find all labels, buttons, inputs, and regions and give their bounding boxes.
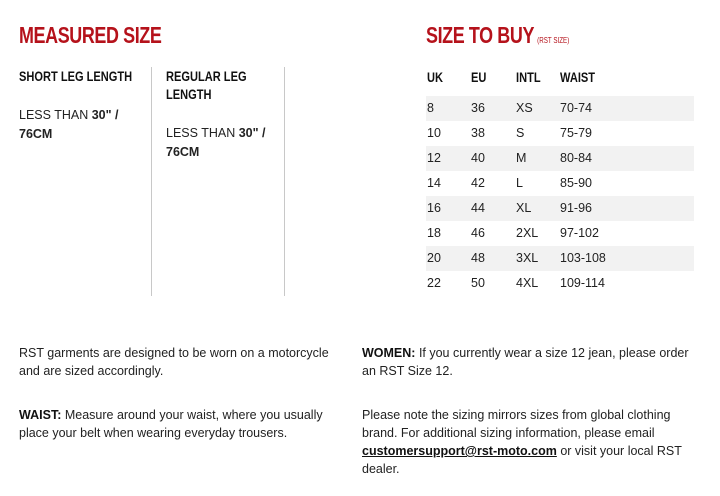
short-leg-unit: 76CM xyxy=(19,127,53,141)
cell-eu: 50 xyxy=(471,276,485,290)
note-sizing xyxy=(362,406,692,478)
cell-eu: 38 xyxy=(471,126,485,140)
regular-leg-value: 30" / xyxy=(238,126,266,140)
regular-leg-heading-line2: LENGTH xyxy=(166,87,212,102)
column-divider xyxy=(284,67,285,296)
cell-eu: 42 xyxy=(471,176,485,190)
cell-eu: 40 xyxy=(471,151,485,165)
cell-waist: 97-102 xyxy=(560,226,599,240)
cell-uk: 22 xyxy=(427,276,441,290)
cell-intl: S xyxy=(516,126,525,140)
header-uk: UK xyxy=(427,70,443,85)
cell-intl: 4XL xyxy=(516,276,539,290)
cell-waist: 109-114 xyxy=(560,276,605,290)
header-eu: EU xyxy=(471,70,487,85)
size-to-buy-subtitle: (RST SIZE) xyxy=(537,36,570,45)
header-waist: WAIST xyxy=(560,70,596,85)
cell-waist: 91-96 xyxy=(560,201,592,215)
short-leg-value: 30" / xyxy=(91,108,119,122)
cell-waist: 103-108 xyxy=(560,251,606,265)
table-row xyxy=(426,171,694,196)
cell-waist: 75-79 xyxy=(560,126,592,140)
cell-uk: 18 xyxy=(427,226,441,240)
waist-label: WAIST: xyxy=(19,408,62,422)
short-leg-measure xyxy=(19,106,139,144)
regular-leg-measure xyxy=(166,124,286,162)
note-women xyxy=(362,344,700,380)
size-table-header xyxy=(426,68,694,96)
cell-waist: 70-74 xyxy=(560,101,592,115)
cell-uk: 20 xyxy=(427,251,441,265)
table-row xyxy=(426,246,694,271)
women-label: WOMEN: xyxy=(362,346,416,360)
table-row xyxy=(426,271,694,296)
cell-eu: 44 xyxy=(471,201,485,215)
women-text: If you currently wear a size 12 jean, please order an RST Size 12. xyxy=(362,346,689,378)
short-leg-text: LESS THAN xyxy=(19,108,92,122)
table-row xyxy=(426,121,694,146)
regular-leg-unit: 76CM xyxy=(166,145,200,159)
measured-size-title: MEASURED SIZE xyxy=(19,22,162,48)
waist-text: Measure around your waist, where you usually place your belt when wearing everyday trousers. xyxy=(19,408,323,440)
cell-intl: XL xyxy=(516,201,532,215)
cell-uk: 10 xyxy=(427,126,441,140)
regular-leg-heading xyxy=(166,68,247,104)
cell-uk: 12 xyxy=(427,151,441,165)
note-waist xyxy=(19,406,355,442)
column-divider xyxy=(151,67,152,296)
sizing-text: Please note the sizing mirrors sizes from global clothing brand. For additional sizing information, please email xyxy=(362,408,671,440)
cell-eu: 48 xyxy=(471,251,485,265)
size-to-buy-title-text: SIZE TO BUY xyxy=(426,22,535,48)
size-to-buy-title xyxy=(426,22,569,49)
cell-waist: 85-90 xyxy=(560,176,592,190)
size-table xyxy=(426,68,694,296)
note-garments: RST garments are designed to be worn on a motorcycle and are sized accordingly. xyxy=(19,346,329,378)
cell-intl: L xyxy=(516,176,523,190)
table-row xyxy=(426,221,694,246)
table-row xyxy=(426,96,694,121)
cell-intl: 3XL xyxy=(516,251,539,265)
email-link[interactable]: customersupport@rst-moto.com xyxy=(362,444,557,458)
cell-eu: 46 xyxy=(471,226,485,240)
cell-intl: M xyxy=(516,151,527,165)
cell-uk: 16 xyxy=(427,201,441,215)
regular-leg-heading-line1: REGULAR LEG xyxy=(166,69,247,84)
regular-leg-text: LESS THAN xyxy=(166,126,239,140)
sizing-text-end: or visit your local RST dealer. xyxy=(362,444,682,476)
cell-intl: 2XL xyxy=(516,226,539,240)
cell-waist: 80-84 xyxy=(560,151,592,165)
table-row xyxy=(426,196,694,221)
cell-uk: 14 xyxy=(427,176,441,190)
header-intl: INTL xyxy=(516,70,541,85)
cell-uk: 8 xyxy=(427,101,434,115)
short-leg-heading: SHORT LEG LENGTH xyxy=(19,69,133,84)
cell-eu: 36 xyxy=(471,101,485,115)
cell-intl: XS xyxy=(516,101,533,115)
table-row xyxy=(426,146,694,171)
